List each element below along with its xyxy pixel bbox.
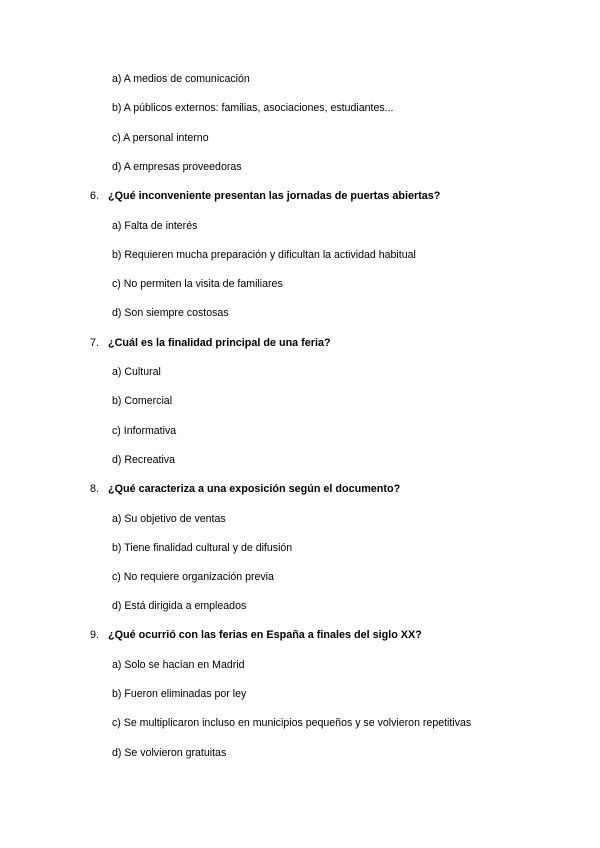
question-8	[90, 482, 400, 496]
option-b: b) Comercial	[112, 395, 173, 407]
option-c: c) No permiten la visita de familiares	[112, 278, 283, 290]
option-b: b) Fueron eliminadas por ley	[112, 688, 247, 700]
question-text: ¿Cuál es la finalidad principal de una feria?	[108, 337, 331, 349]
option-c: c) Informativa	[112, 425, 177, 437]
option-d: d) Se volvieron gratuitas	[112, 747, 227, 759]
option-d: d) Está dirigida a empleados	[112, 600, 247, 612]
option-d: d) A empresas proveedoras	[112, 161, 242, 173]
option-d: d) Recreativa	[112, 454, 175, 466]
option-b: b) A públicos externos: familias, asociaciones, estudiantes...	[112, 102, 394, 114]
question-7	[90, 336, 331, 350]
option-a: a) Cultural	[112, 366, 161, 378]
question-9	[90, 628, 422, 642]
question-6	[90, 189, 440, 203]
option-c: c) Se multiplicaron incluso en municipios pequeños y se volvieron repetitivas	[112, 717, 472, 729]
option-c: c) No requiere organización previa	[112, 571, 274, 583]
question-number: 6.	[90, 190, 100, 202]
option-a: a) Falta de interés	[112, 220, 198, 232]
option-d: d) Son siempre costosas	[112, 307, 229, 319]
question-text: ¿Qué ocurrió con las ferias en España a finales del siglo XX?	[108, 629, 422, 641]
option-b: b) Tiene finalidad cultural y de difusión	[112, 542, 293, 554]
question-text: ¿Qué caracteriza a una exposición según el documento?	[108, 483, 401, 495]
option-b: b) Requieren mucha preparación y dificultan la actividad habitual	[112, 249, 416, 261]
option-a: a) Su objetivo de ventas	[112, 513, 226, 525]
option-a: a) Solo se hacían en Madrid	[112, 659, 245, 671]
question-number: 7.	[90, 337, 100, 349]
option-c: c) A personal interno	[112, 132, 209, 144]
option-a: a) A medios de comunicación	[112, 73, 250, 85]
question-text: ¿Qué inconveniente presentan las jornadas de puertas abiertas?	[108, 190, 441, 202]
question-number: 9.	[90, 629, 100, 641]
question-number: 8.	[90, 483, 100, 495]
